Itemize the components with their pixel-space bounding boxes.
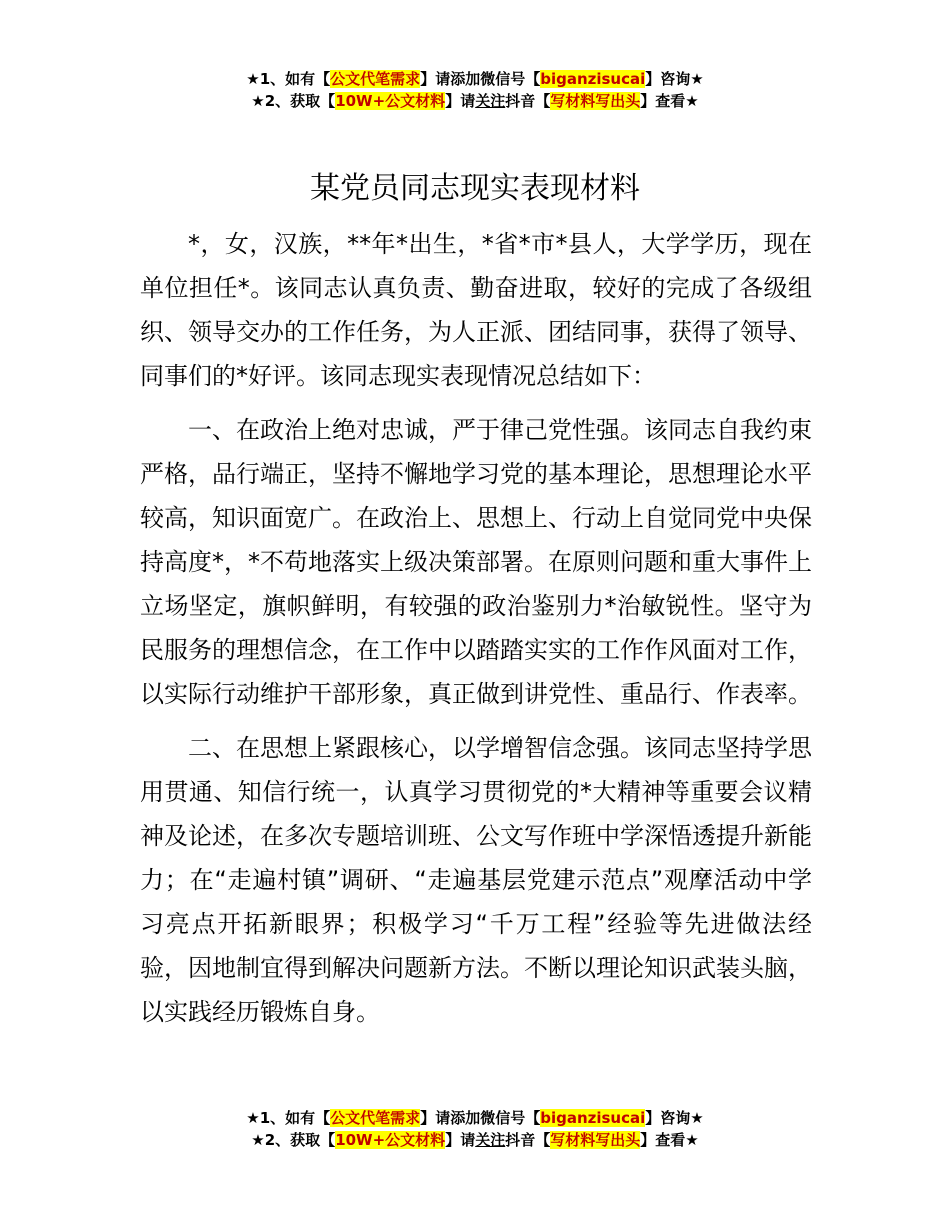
highlight-douyin: 写材料写出头 [550,1131,641,1149]
paragraph-ideological: 二、在思想上紧跟核心，以学增智信念强。该同志坚持学思用贯通、知信行统一，认真学习贯彻党的*大精神等重要会议精神及论述，在多次专题培训班、公文写作班中学深悟透提升新能力；在“走遍村镇”调研、“走遍基层党建示范点”观摩活动中学习亮点开拓新眼界；积极学习“千万工程”经验等先进做法经验，因地制宜得到解决问题新方法。不断以理论知识武装头脑，以实践经历锻炼自身。 [140,734,812,1026]
banner-text: 】请添加微信号【 [420,70,541,88]
highlight-materials: 10W+公文材料 [335,92,446,110]
banner-text: ★2、获取【 [251,92,336,110]
banner-line-1 [0,68,950,90]
highlight-materials: 10W+公文材料 [335,1131,446,1149]
document-body [140,222,812,1044]
banner-line-2 [0,90,950,112]
banner-text: 】请 [445,92,476,110]
highlight-service: 公文代笔需求 [330,70,421,88]
header-banner [0,68,950,112]
banner-text: 】查看★ [640,1131,699,1149]
highlight-douyin: 写材料写出头 [550,92,641,110]
banner-text: 】咨询★ [645,70,704,88]
banner-text: 】查看★ [640,92,699,110]
banner-text: 】请 [445,1131,476,1149]
paragraph-intro: *，女，汉族，**年*出生，*省*市*县人，大学学历，现在单位担任*。该同志认真负责、勤奋进取，较好的完成了各级组织、领导交办的工作任务，为人正派、团结同事，获得了领导、同事们的*好评。该同志现实表现情况总结如下： [140,230,812,390]
paragraph-political: 一、在政治上绝对忠诚，严于律己党性强。该同志自我约束严格，品行端正，坚持不懈地学习党的基本理论，思想理论水平较高，知识面宽广。在政治上、思想上、行动上自觉同党中央保持高度*，*不苟地落实上级决策部署。在原则问题和重大事件上立场坚定，旗帜鲜明，有较强的政治鉴别力*治敏锐性。坚守为民服务的理想信念，在工作中以踏踏实实的工作作风面对工作，以实际行动维护干部形象，真正做到讲党性、重品行、作表率。 [140,416,812,708]
highlight-wechat-id: biganzisucai [540,1109,646,1127]
highlight-service: 公文代笔需求 [330,1109,421,1127]
banner-text: 】请添加微信号【 [420,1109,541,1127]
banner-text: 抖音【 [505,92,551,110]
document-title: 某党员同志现实表现材料 [310,171,640,206]
banner-line-1 [0,1107,950,1129]
banner-text: ★2、获取【 [251,1131,336,1149]
underlined-follow: 关注 [475,1131,506,1149]
banner-text: 】咨询★ [645,1109,704,1127]
banner-text: ★1、如有【 [246,70,331,88]
highlight-wechat-id: biganzisucai [540,70,646,88]
banner-text: ★1、如有【 [246,1109,331,1127]
banner-text: 抖音【 [505,1131,551,1149]
banner-line-2 [0,1129,950,1151]
footer-banner [0,1107,950,1151]
underlined-follow: 关注 [475,92,506,110]
